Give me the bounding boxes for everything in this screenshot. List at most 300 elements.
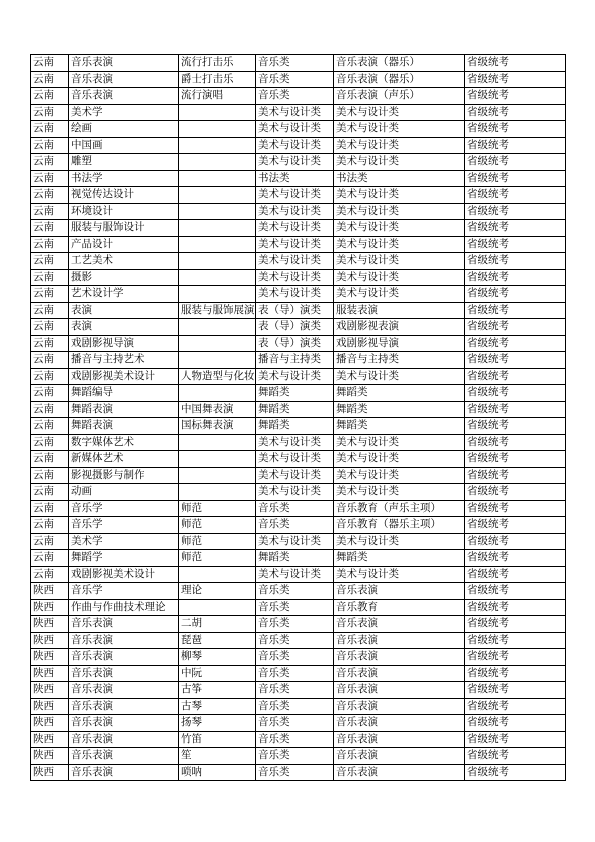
major-cell: 作曲与作曲技术理论 [69,599,179,616]
major-cell: 舞蹈表演 [69,401,179,418]
exam-type-cell: 省级统考 [465,88,566,105]
province-cell: 云南 [31,335,69,352]
province-cell: 云南 [31,203,69,220]
province-cell: 云南 [31,253,69,270]
direction-cell: 琵琶 [179,632,256,649]
exam-subject-cell: 美术与设计类 [334,368,465,385]
major-cell: 数字媒体艺术 [69,434,179,451]
table-row [31,220,566,237]
major-cell: 艺术设计学 [69,286,179,303]
exam-type-cell: 省级统考 [465,467,566,484]
exam-subject-cell: 美术与设计类 [334,236,465,253]
exam-subject-cell: 美术与设计类 [334,104,465,121]
exam-subject-cell: 音乐表演（器乐） [334,71,465,88]
province-cell: 云南 [31,517,69,534]
major-cell: 音乐表演 [69,632,179,649]
exam-type-cell: 省级统考 [465,616,566,633]
table-row [31,418,566,435]
exam-type-cell: 省级统考 [465,698,566,715]
exam-type-cell: 省级统考 [465,401,566,418]
major-cell: 环境设计 [69,203,179,220]
exam-subject-cell: 音乐表演（器乐） [334,55,465,72]
table-row [31,137,566,154]
major-cell: 中国画 [69,137,179,154]
major-cell: 音乐表演 [69,616,179,633]
province-cell: 陕西 [31,665,69,682]
exam-category-cell: 美术与设计类 [256,484,334,501]
table-row [31,632,566,649]
table-row [31,649,566,666]
exam-type-cell: 省级统考 [465,764,566,781]
province-cell: 云南 [31,187,69,204]
major-cell: 音乐表演 [69,88,179,105]
province-cell: 云南 [31,121,69,138]
major-cell: 音乐表演 [69,682,179,699]
province-cell: 云南 [31,566,69,583]
major-cell: 音乐表演 [69,665,179,682]
exam-type-cell: 省级统考 [465,533,566,550]
exam-category-cell: 音乐类 [256,649,334,666]
exam-category-cell: 音乐类 [256,71,334,88]
exam-category-cell: 美术与设计类 [256,203,334,220]
exam-type-cell: 省级统考 [465,203,566,220]
exam-category-cell: 舞蹈类 [256,401,334,418]
direction-cell [179,220,256,237]
exam-subject-cell: 美术与设计类 [334,434,465,451]
direction-cell: 古琴 [179,698,256,715]
table-row [31,121,566,138]
major-cell: 书法学 [69,170,179,187]
exam-category-cell: 音乐类 [256,517,334,534]
exam-category-cell: 美术与设计类 [256,451,334,468]
direction-cell [179,467,256,484]
major-cell: 舞蹈表演 [69,418,179,435]
province-cell: 陕西 [31,698,69,715]
major-cell: 影视摄影与制作 [69,467,179,484]
table-row [31,335,566,352]
exam-category-cell: 美术与设计类 [256,253,334,270]
table-row [31,385,566,402]
exam-category-cell: 音乐类 [256,616,334,633]
major-cell: 音乐表演 [69,649,179,666]
exam-category-cell: 美术与设计类 [256,566,334,583]
major-cell: 摄影 [69,269,179,286]
exam-subject-cell: 美术与设计类 [334,566,465,583]
exam-type-cell: 省级统考 [465,583,566,600]
major-cell: 戏剧影视导演 [69,335,179,352]
exam-type-cell: 省级统考 [465,451,566,468]
table-row [31,170,566,187]
data-table [30,54,566,781]
direction-cell [179,385,256,402]
direction-cell: 服装与服饰展演 [179,302,256,319]
province-cell: 陕西 [31,632,69,649]
exam-category-cell: 音乐类 [256,500,334,517]
province-cell: 陕西 [31,748,69,765]
major-cell: 表演 [69,319,179,336]
table-row [31,352,566,369]
major-cell: 绘画 [69,121,179,138]
exam-type-cell: 省级统考 [465,682,566,699]
major-cell: 工艺美术 [69,253,179,270]
province-cell: 云南 [31,500,69,517]
province-cell: 云南 [31,467,69,484]
province-cell: 云南 [31,88,69,105]
major-cell: 美术学 [69,104,179,121]
table-row [31,154,566,171]
province-cell: 陕西 [31,583,69,600]
exam-category-cell: 播音与主持类 [256,352,334,369]
exam-type-cell: 省级统考 [465,335,566,352]
province-cell: 云南 [31,220,69,237]
major-cell: 戏剧影视美术设计 [69,368,179,385]
major-cell: 音乐表演 [69,698,179,715]
exam-subject-cell: 舞蹈类 [334,401,465,418]
exam-subject-cell: 音乐表演 [334,682,465,699]
exam-category-cell: 美术与设计类 [256,137,334,154]
major-cell: 音乐表演 [69,71,179,88]
exam-type-cell: 省级统考 [465,368,566,385]
table-row [31,55,566,72]
direction-cell [179,203,256,220]
exam-subject-cell: 戏剧影视导演 [334,335,465,352]
table-row [31,319,566,336]
direction-cell: 师范 [179,550,256,567]
province-cell: 云南 [31,236,69,253]
major-cell: 播音与主持艺术 [69,352,179,369]
exam-subject-cell: 舞蹈类 [334,418,465,435]
exam-subject-cell: 音乐教育（声乐主项） [334,500,465,517]
exam-type-cell: 省级统考 [465,286,566,303]
exam-category-cell: 美术与设计类 [256,220,334,237]
exam-type-cell: 省级统考 [465,55,566,72]
exam-subject-cell: 美术与设计类 [334,203,465,220]
direction-cell: 二胡 [179,616,256,633]
table-row [31,451,566,468]
province-cell: 陕西 [31,599,69,616]
exam-subject-cell: 播音与主持类 [334,352,465,369]
major-cell: 动画 [69,484,179,501]
exam-subject-cell: 美术与设计类 [334,286,465,303]
exam-subject-cell: 美术与设计类 [334,154,465,171]
province-cell: 云南 [31,451,69,468]
direction-cell: 柳琴 [179,649,256,666]
major-cell: 音乐表演 [69,748,179,765]
exam-subject-cell: 音乐表演 [334,649,465,666]
exam-type-cell: 省级统考 [465,236,566,253]
exam-category-cell: 美术与设计类 [256,236,334,253]
exam-type-cell: 省级统考 [465,385,566,402]
table-row [31,665,566,682]
table-row [31,517,566,534]
table-body [31,55,566,781]
table-row [31,698,566,715]
province-cell: 云南 [31,154,69,171]
exam-category-cell: 音乐类 [256,632,334,649]
province-cell: 陕西 [31,764,69,781]
exam-type-cell: 省级统考 [465,104,566,121]
direction-cell [179,566,256,583]
province-cell: 云南 [31,286,69,303]
province-cell: 云南 [31,137,69,154]
major-cell: 戏剧影视美术设计 [69,566,179,583]
exam-category-cell: 书法类 [256,170,334,187]
major-cell: 服装与服饰设计 [69,220,179,237]
direction-cell: 理论 [179,583,256,600]
exam-category-cell: 美术与设计类 [256,104,334,121]
exam-category-cell: 音乐类 [256,682,334,699]
province-cell: 云南 [31,71,69,88]
exam-subject-cell: 美术与设计类 [334,220,465,237]
major-cell: 视觉传达设计 [69,187,179,204]
direction-cell: 古筝 [179,682,256,699]
province-cell: 云南 [31,55,69,72]
table-row [31,616,566,633]
exam-type-cell: 省级统考 [465,302,566,319]
direction-cell [179,352,256,369]
exam-type-cell: 省级统考 [465,566,566,583]
direction-cell: 师范 [179,533,256,550]
direction-cell [179,319,256,336]
table-row [31,682,566,699]
exam-type-cell: 省级统考 [465,715,566,732]
table-row [31,599,566,616]
province-cell: 云南 [31,418,69,435]
major-cell: 音乐学 [69,517,179,534]
exam-subject-cell: 美术与设计类 [334,484,465,501]
exam-subject-cell: 美术与设计类 [334,451,465,468]
table-row [31,533,566,550]
exam-type-cell: 省级统考 [465,253,566,270]
exam-subject-cell: 音乐表演 [334,748,465,765]
table-row [31,104,566,121]
direction-cell: 中阮 [179,665,256,682]
table-row [31,71,566,88]
table-row [31,566,566,583]
exam-category-cell: 音乐类 [256,599,334,616]
direction-cell: 流行打击乐 [179,55,256,72]
direction-cell [179,137,256,154]
exam-category-cell: 美术与设计类 [256,467,334,484]
major-cell: 音乐学 [69,500,179,517]
exam-category-cell: 音乐类 [256,88,334,105]
exam-type-cell: 省级统考 [465,137,566,154]
exam-type-cell: 省级统考 [465,170,566,187]
province-cell: 云南 [31,434,69,451]
exam-type-cell: 省级统考 [465,550,566,567]
table-row [31,269,566,286]
exam-type-cell: 省级统考 [465,500,566,517]
province-cell: 陕西 [31,616,69,633]
exam-subject-cell: 舞蹈类 [334,385,465,402]
exam-type-cell: 省级统考 [465,599,566,616]
exam-category-cell: 音乐类 [256,55,334,72]
direction-cell [179,154,256,171]
major-cell: 舞蹈学 [69,550,179,567]
exam-category-cell: 美术与设计类 [256,368,334,385]
table-row [31,467,566,484]
exam-type-cell: 省级统考 [465,187,566,204]
table-row [31,583,566,600]
major-cell: 新媒体艺术 [69,451,179,468]
table-row [31,187,566,204]
exam-category-cell: 音乐类 [256,698,334,715]
major-cell: 音乐学 [69,583,179,600]
exam-subject-cell: 音乐表演 [334,632,465,649]
exam-category-cell: 表（导）演类 [256,319,334,336]
exam-subject-cell: 音乐表演 [334,665,465,682]
table-row [31,286,566,303]
province-cell: 云南 [31,368,69,385]
exam-subject-cell: 美术与设计类 [334,533,465,550]
exam-type-cell: 省级统考 [465,418,566,435]
exam-type-cell: 省级统考 [465,665,566,682]
province-cell: 云南 [31,104,69,121]
exam-subject-cell: 美术与设计类 [334,121,465,138]
major-cell: 产品设计 [69,236,179,253]
direction-cell: 爵士打击乐 [179,71,256,88]
table-row [31,484,566,501]
direction-cell [179,187,256,204]
exam-subject-cell: 音乐表演 [334,764,465,781]
major-cell: 音乐表演 [69,764,179,781]
province-cell: 云南 [31,319,69,336]
exam-category-cell: 美术与设计类 [256,434,334,451]
exam-category-cell: 表（导）演类 [256,335,334,352]
exam-type-cell: 省级统考 [465,434,566,451]
table-row [31,731,566,748]
exam-subject-cell: 音乐表演 [334,731,465,748]
province-cell: 陕西 [31,715,69,732]
direction-cell: 扬琴 [179,715,256,732]
direction-cell: 师范 [179,517,256,534]
table-row [31,368,566,385]
exam-type-cell: 省级统考 [465,632,566,649]
table-row [31,253,566,270]
major-cell: 音乐表演 [69,55,179,72]
province-cell: 云南 [31,385,69,402]
exam-subject-cell: 书法类 [334,170,465,187]
major-cell: 雕塑 [69,154,179,171]
exam-subject-cell: 舞蹈类 [334,550,465,567]
table-row [31,550,566,567]
province-cell: 云南 [31,352,69,369]
table-row [31,500,566,517]
direction-cell [179,236,256,253]
exam-type-cell: 省级统考 [465,269,566,286]
exam-category-cell: 舞蹈类 [256,550,334,567]
province-cell: 云南 [31,170,69,187]
exam-type-cell: 省级统考 [465,220,566,237]
exam-category-cell: 音乐类 [256,715,334,732]
direction-cell: 笙 [179,748,256,765]
exam-type-cell: 省级统考 [465,649,566,666]
direction-cell: 人物造型与化妆 [179,368,256,385]
exam-type-cell: 省级统考 [465,731,566,748]
direction-cell [179,269,256,286]
major-cell: 舞蹈编导 [69,385,179,402]
direction-cell [179,335,256,352]
exam-subject-cell: 音乐教育（器乐主项） [334,517,465,534]
major-cell: 音乐表演 [69,731,179,748]
exam-category-cell: 舞蹈类 [256,385,334,402]
exam-type-cell: 省级统考 [465,319,566,336]
table-row [31,715,566,732]
table-row [31,434,566,451]
direction-cell [179,484,256,501]
direction-cell [179,599,256,616]
province-cell: 云南 [31,401,69,418]
exam-category-cell: 音乐类 [256,583,334,600]
exam-subject-cell: 音乐表演 [334,616,465,633]
exam-subject-cell: 音乐表演 [334,715,465,732]
province-cell: 陕西 [31,649,69,666]
exam-category-cell: 美术与设计类 [256,533,334,550]
table-row [31,88,566,105]
exam-category-cell: 音乐类 [256,748,334,765]
table-row [31,748,566,765]
direction-cell: 国标舞表演 [179,418,256,435]
province-cell: 云南 [31,484,69,501]
table-row [31,302,566,319]
exam-category-cell: 音乐类 [256,731,334,748]
table-row [31,764,566,781]
direction-cell: 师范 [179,500,256,517]
exam-category-cell: 美术与设计类 [256,154,334,171]
major-cell: 表演 [69,302,179,319]
exam-category-cell: 舞蹈类 [256,418,334,435]
direction-cell [179,170,256,187]
exam-category-cell: 音乐类 [256,665,334,682]
exam-category-cell: 美术与设计类 [256,286,334,303]
direction-cell: 流行演唱 [179,88,256,105]
exam-subject-cell: 音乐教育 [334,599,465,616]
exam-subject-cell: 美术与设计类 [334,187,465,204]
table-row [31,401,566,418]
exam-subject-cell: 戏剧影视表演 [334,319,465,336]
exam-category-cell: 表（导）演类 [256,302,334,319]
table-row [31,236,566,253]
exam-category-cell: 美术与设计类 [256,121,334,138]
direction-cell [179,253,256,270]
direction-cell [179,286,256,303]
exam-subject-cell: 音乐表演（声乐） [334,88,465,105]
exam-subject-cell: 美术与设计类 [334,467,465,484]
exam-subject-cell: 音乐表演 [334,583,465,600]
exam-type-cell: 省级统考 [465,748,566,765]
province-cell: 陕西 [31,682,69,699]
exam-category-cell: 音乐类 [256,764,334,781]
direction-cell [179,121,256,138]
exam-type-cell: 省级统考 [465,352,566,369]
exam-subject-cell: 美术与设计类 [334,137,465,154]
exam-category-cell: 美术与设计类 [256,269,334,286]
major-cell: 音乐表演 [69,715,179,732]
direction-cell [179,104,256,121]
exam-subject-cell: 美术与设计类 [334,253,465,270]
province-cell: 云南 [31,533,69,550]
table-row [31,203,566,220]
direction-cell [179,451,256,468]
direction-cell [179,434,256,451]
exam-type-cell: 省级统考 [465,121,566,138]
province-cell: 陕西 [31,731,69,748]
direction-cell: 竹笛 [179,731,256,748]
province-cell: 云南 [31,550,69,567]
exam-type-cell: 省级统考 [465,517,566,534]
direction-cell: 唢呐 [179,764,256,781]
province-cell: 云南 [31,302,69,319]
